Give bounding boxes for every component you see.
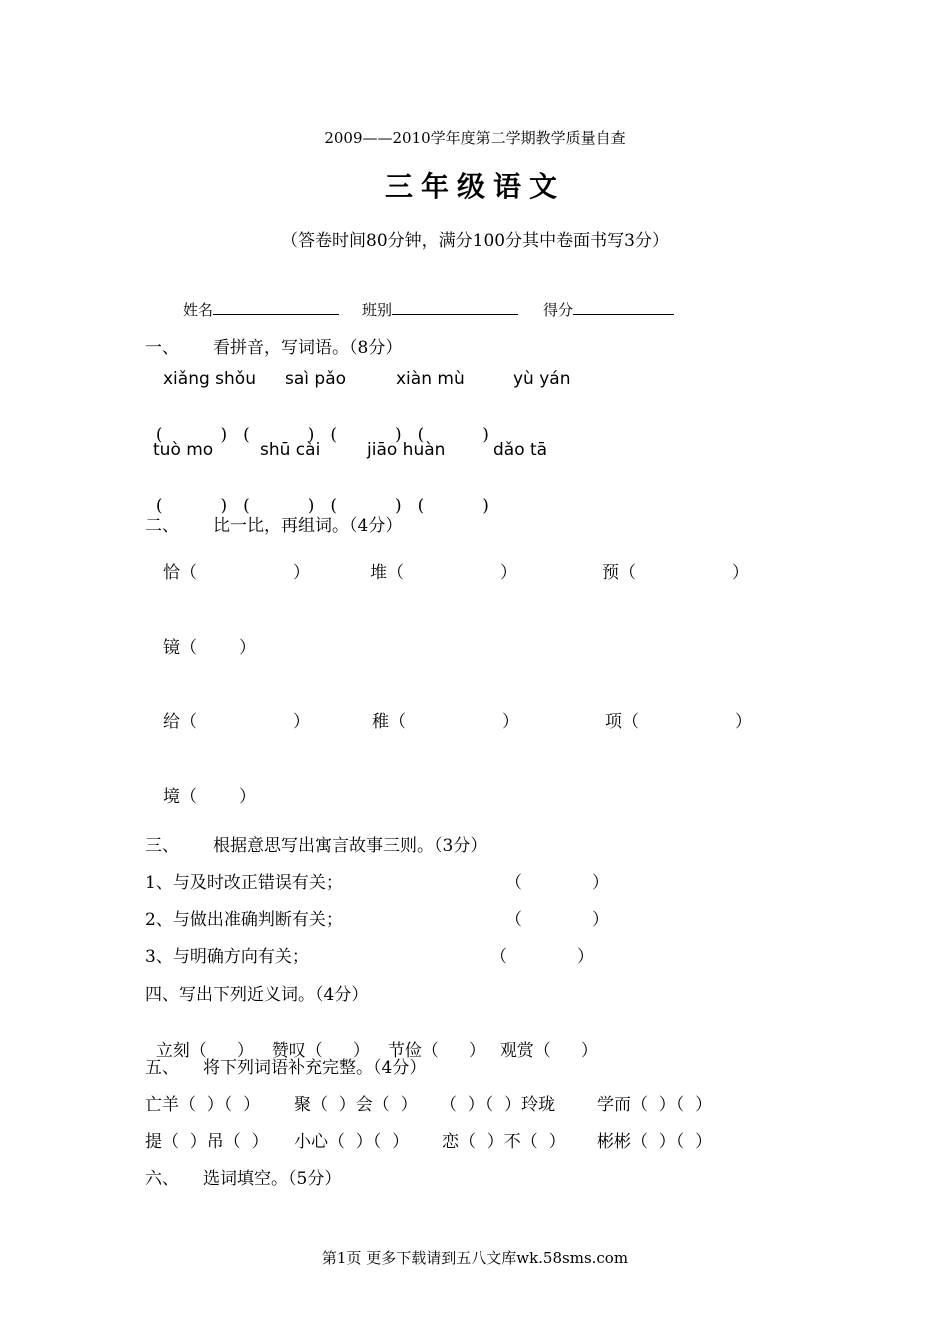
section-3-number: 三、 (145, 836, 179, 856)
section-2-number: 二、 (145, 516, 179, 536)
idiom: （ ）（ ）玲珑 (440, 1095, 556, 1115)
compare-item: 恰（ ） (163, 563, 310, 583)
pinyin: shū cài (260, 440, 321, 460)
fable-blank[interactable]: （ ） (505, 910, 609, 930)
exam-subtitle: （答卷时间80分钟，满分100分其中卷面书写3分） (281, 231, 669, 251)
section-3-title: 根据意思写出寓言故事三则。（3分） (213, 836, 488, 856)
fable-item: 1、与及时改正错误有关； (145, 873, 343, 893)
section-1-number: 一、 (145, 338, 179, 358)
student-info (183, 299, 339, 320)
answer-bracket-row: ( ) ( ) ( ) ( ) (155, 425, 489, 445)
compare-item: 稚（ ） (372, 712, 519, 732)
exam-period: 2009——2010学年度第二学期教学质量自查 (324, 129, 626, 147)
compare-item: 堆（ ） (370, 563, 517, 583)
idiom: 提（ ）吊（ ） (145, 1132, 269, 1152)
class-label: 班别 (362, 301, 393, 319)
section-5-number: 五、 (145, 1058, 179, 1078)
section-6-number: 六、 (145, 1169, 179, 1189)
idiom: 恋（ ）不（ ） (442, 1132, 566, 1152)
pinyin: jiāo huàn (367, 440, 446, 460)
pinyin: dǎo tā (493, 440, 548, 460)
pinyin: saì pǎo (285, 369, 347, 389)
section-4-title: 四、写出下列近义词。（4分） (145, 985, 369, 1005)
pinyin: xiàn mù (396, 369, 465, 389)
pinyin: yù yán (513, 369, 571, 389)
fable-blank[interactable]: （ ） (505, 873, 609, 893)
score-blank[interactable] (573, 300, 674, 315)
page-footer: 第1页 更多下载请到五八文库wk.58sms.com (321, 1249, 629, 1267)
class-blank[interactable] (392, 300, 518, 315)
pinyin: tuò mo (153, 440, 214, 460)
score-label: 得分 (543, 301, 574, 319)
fable-item: 2、与做出准确判断有关； (145, 910, 343, 930)
section-1-title: 看拼音，写词语。（8分） (213, 338, 403, 358)
page-title: 三年级语文 (384, 170, 565, 203)
score-info (543, 299, 674, 320)
compare-item: 项（ ） (605, 712, 752, 732)
fable-blank[interactable]: （ ） (490, 947, 594, 967)
class-info (362, 299, 518, 320)
section-2-title: 比一比，再组词。（4分） (213, 516, 403, 536)
compare-item: 境（ ） (163, 787, 256, 807)
idiom: 学而（ ）（ ） (597, 1095, 713, 1115)
answer-bracket-row: ( ) ( ) ( ) ( ) (155, 496, 489, 516)
name-blank[interactable] (213, 300, 339, 315)
idiom: 聚（ ）会（ ） (294, 1095, 418, 1115)
idiom: 亡羊（ ）（ ） (145, 1095, 261, 1115)
idiom: 彬彬（ ）（ ） (597, 1132, 713, 1152)
pinyin: xiǎng shǒu (163, 369, 256, 389)
fable-item: 3、与明确方向有关； (145, 947, 309, 967)
section-5-title: 将下列词语补充完整。（4分） (203, 1058, 427, 1078)
idiom: 小心（ ）（ ） (294, 1132, 410, 1152)
compare-item: 镜（ ） (163, 638, 256, 658)
name-label: 姓名 (183, 301, 214, 319)
synonym-row: 立刻（ ） 赞叹（ ） 节俭（ ） 观赏（ ） (155, 1041, 598, 1061)
section-6-title: 选词填空。（5分） (203, 1169, 342, 1189)
compare-item: 预（ ） (602, 563, 749, 583)
compare-item: 给（ ） (163, 712, 310, 732)
